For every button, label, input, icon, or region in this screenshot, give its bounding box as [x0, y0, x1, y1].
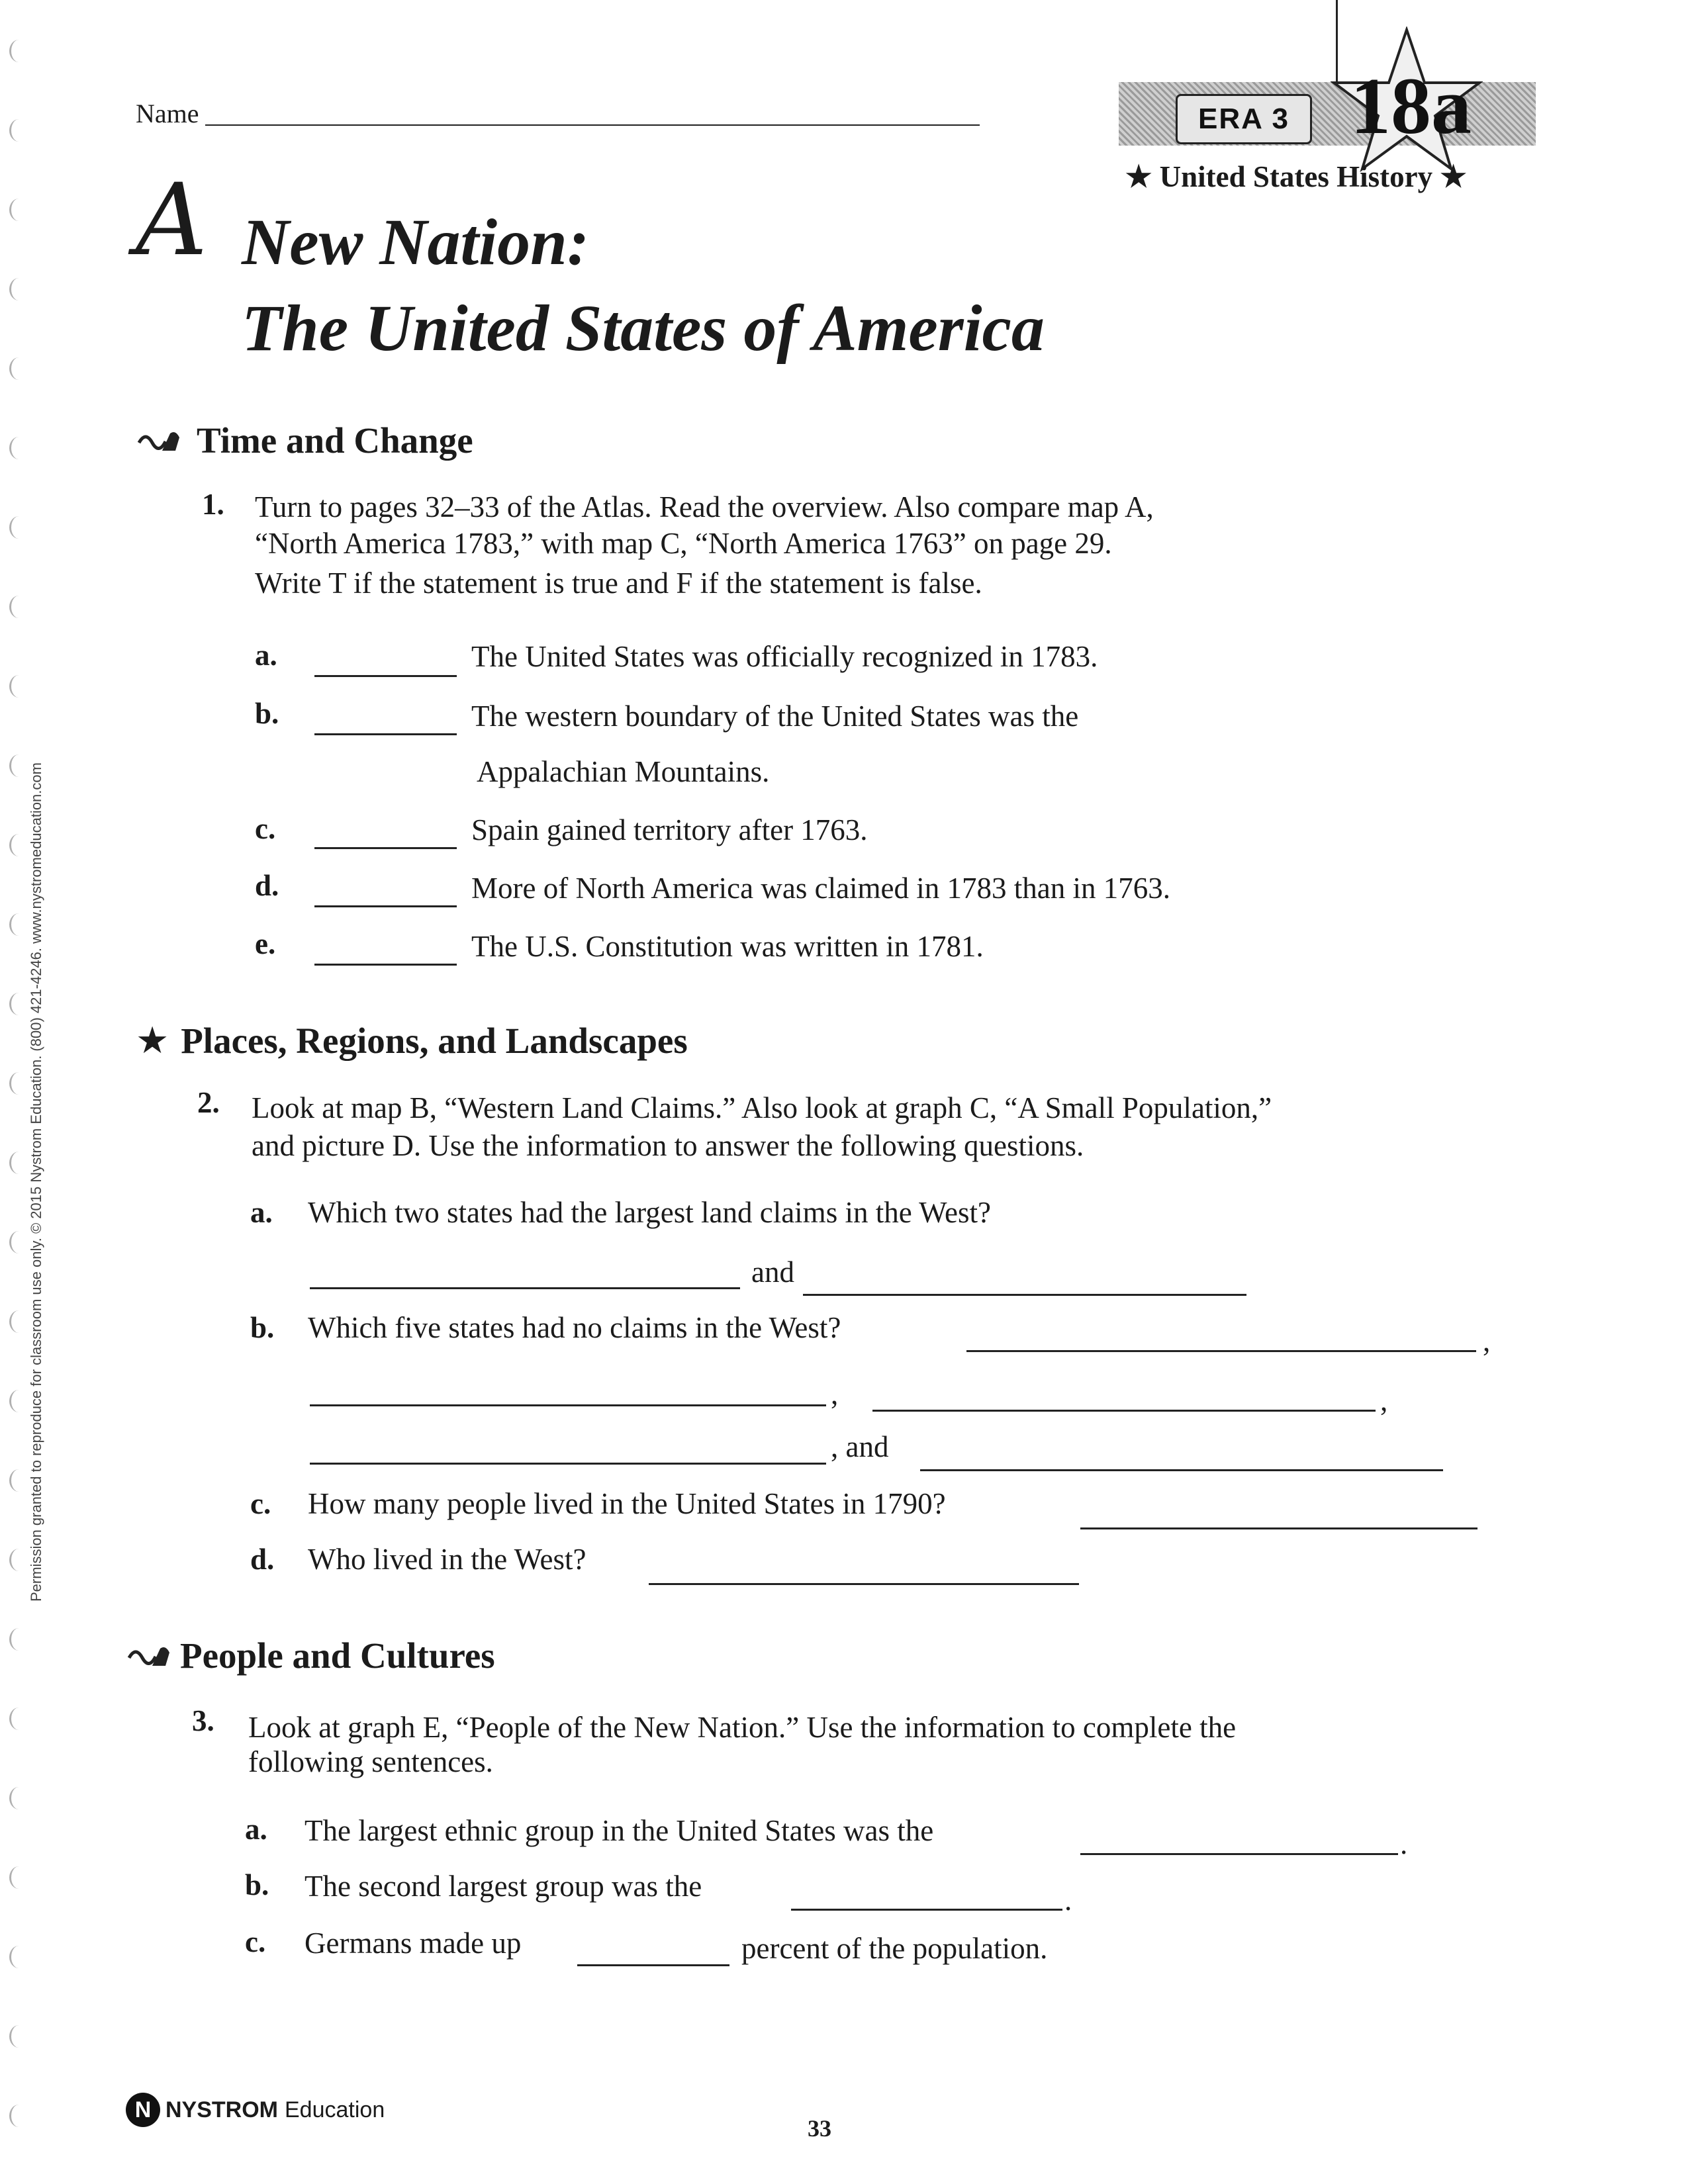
page-number: 33 [808, 2115, 831, 2142]
binder-hole [9, 754, 28, 777]
binder-hole [9, 1231, 28, 1253]
section-title: People and Cultures [180, 1635, 495, 1676]
lesson-number: 18a [1350, 62, 1472, 151]
item-text: Which five states had no claims in the West? [308, 1311, 841, 1344]
item-text: Germans made up [305, 1927, 522, 1960]
binder-hole [9, 1390, 28, 1412]
comma-text: , [1380, 1384, 1388, 1417]
binder-hole [9, 1787, 28, 1809]
series-label: ★ United States History ★ [1125, 160, 1467, 193]
binder-hole [9, 596, 28, 618]
binder-hole [9, 1469, 28, 1492]
binder-hole [9, 834, 28, 856]
section-title: Places, Regions, and Landscapes [181, 1021, 688, 1061]
item-letter: c. [250, 1487, 271, 1520]
instruction-line: and picture D. Use the information to answer the following questions. [252, 1129, 1084, 1162]
period-text: . [1064, 1884, 1072, 1917]
binder-hole [9, 357, 28, 380]
binder-hole [9, 993, 28, 1015]
item-letter: b. [250, 1311, 275, 1344]
answer-blank[interactable] [314, 905, 457, 907]
answer-blank[interactable] [920, 1469, 1443, 1471]
brand-suffix: Education [285, 2097, 385, 2122]
item-letter: c. [255, 812, 276, 845]
item-letter: d. [250, 1543, 275, 1576]
era-label: ERA 3 [1198, 103, 1289, 135]
and-text: and [751, 1255, 794, 1289]
question-number: 1. [202, 488, 224, 521]
item-letter: d. [255, 869, 279, 902]
answer-blank[interactable] [803, 1294, 1246, 1296]
answer-blank[interactable] [314, 675, 457, 677]
answer-blank[interactable] [966, 1350, 1476, 1352]
answer-blank[interactable] [310, 1404, 826, 1406]
section-title: Time and Change [197, 420, 473, 461]
answer-blank[interactable] [649, 1583, 1079, 1585]
answer-blank[interactable] [577, 1964, 729, 1966]
item-text: The largest ethnic group in the United States was the [305, 1814, 934, 1847]
comma-text: , [831, 1377, 839, 1410]
binder-hole [9, 1866, 28, 1889]
answer-blank[interactable] [1080, 1853, 1398, 1855]
item-text: Which two states had the largest land claims in the West? [308, 1196, 991, 1229]
permission-note: Permission granted to reproduce for classroom use only. © 2015 Nystrom Education. (800) 421-4246. www.nystromeducation.com [28, 762, 44, 1602]
binder-hole [9, 1152, 28, 1174]
item-letter: b. [255, 697, 279, 730]
item-letter: a. [255, 639, 277, 672]
binder-hole [9, 199, 28, 221]
binder-hole [9, 1549, 28, 1571]
title-drop-letter: A [136, 163, 208, 278]
logo-letter: N [134, 2097, 152, 2122]
binder-hole [9, 1946, 28, 1968]
binder-hole [9, 1628, 28, 1651]
item-text: The second largest group was the [305, 1870, 702, 1903]
binder-hole [9, 2105, 28, 2127]
item-text-continued: percent of the population. [741, 1932, 1048, 1965]
item-text: How many people lived in the United States in 1790? [308, 1487, 946, 1520]
item-text-continued: Appalachian Mountains. [477, 755, 770, 788]
binder-hole [9, 1072, 28, 1095]
section-heading [126, 1635, 495, 1676]
binder-hole [9, 913, 28, 936]
binder-hole [9, 675, 28, 698]
page-title: The United States of America [242, 291, 1045, 365]
answer-blank[interactable] [872, 1410, 1376, 1412]
item-text: The western boundary of the United States was the [471, 700, 1079, 733]
logo-circle [126, 2093, 160, 2127]
era-badge [1176, 94, 1312, 144]
section-heading [136, 420, 473, 461]
binder-hole [9, 119, 28, 142]
question-number: 3. [192, 1704, 214, 1737]
binder-hole [9, 40, 28, 62]
binder-hole [9, 1310, 28, 1333]
item-text: Spain gained territory after 1763. [471, 813, 868, 846]
item-text: More of North America was claimed in 1783 than in 1763. [471, 872, 1171, 905]
item-letter: e. [255, 927, 276, 960]
comma-and-text: , and [831, 1430, 889, 1463]
period-text: . [1400, 1827, 1408, 1860]
instruction-line: following sentences. [248, 1745, 493, 1778]
binder-hole [9, 437, 28, 459]
section-heading [136, 1019, 688, 1062]
brand-name: NYSTROM [165, 2097, 278, 2122]
answer-blank[interactable] [1080, 1527, 1477, 1529]
binder-hole [9, 1707, 28, 1730]
instruction-line: Look at map B, “Western Land Claims.” Also look at graph C, “A Small Population,” [252, 1091, 1272, 1124]
item-letter: b. [245, 1868, 269, 1901]
item-letter: a. [245, 1813, 267, 1846]
instruction-line: Write T if the statement is true and F if the statement is false. [255, 567, 982, 600]
binder-hole [9, 278, 28, 300]
answer-blank[interactable] [314, 733, 457, 735]
star-bullet-icon: ★ [136, 1019, 169, 1062]
bell-icon [136, 424, 182, 457]
answer-blank[interactable] [314, 847, 457, 849]
bell-icon [126, 1639, 172, 1672]
binder-hole [9, 516, 28, 539]
answer-blank[interactable] [310, 1287, 740, 1289]
item-text: The United States was officially recognized in 1783. [471, 640, 1098, 673]
answer-blank[interactable] [314, 964, 457, 966]
item-letter: a. [250, 1196, 273, 1229]
item-text: Who lived in the West? [308, 1543, 586, 1576]
publisher-logo [126, 2093, 385, 2127]
item-text: The U.S. Constitution was written in 1781. [471, 930, 984, 963]
answer-blank[interactable] [310, 1463, 826, 1465]
comma-text: , [1483, 1324, 1491, 1357]
instruction-line: “North America 1783,” with map C, “North America 1763” on page 29. [255, 527, 1112, 560]
item-letter: c. [245, 1925, 266, 1958]
answer-blank[interactable] [791, 1909, 1062, 1911]
instruction-line: Turn to pages 32–33 of the Atlas. Read the overview. Also compare map A, [255, 490, 1154, 523]
name-label: Name [136, 99, 199, 128]
question-number: 2. [197, 1086, 220, 1119]
binder-hole [9, 2025, 28, 2048]
title-line-1: New Nation: [242, 205, 589, 279]
name-input[interactable] [205, 124, 980, 126]
instruction-line: Look at graph E, “People of the New Nation.” Use the information to complete the [248, 1711, 1237, 1744]
